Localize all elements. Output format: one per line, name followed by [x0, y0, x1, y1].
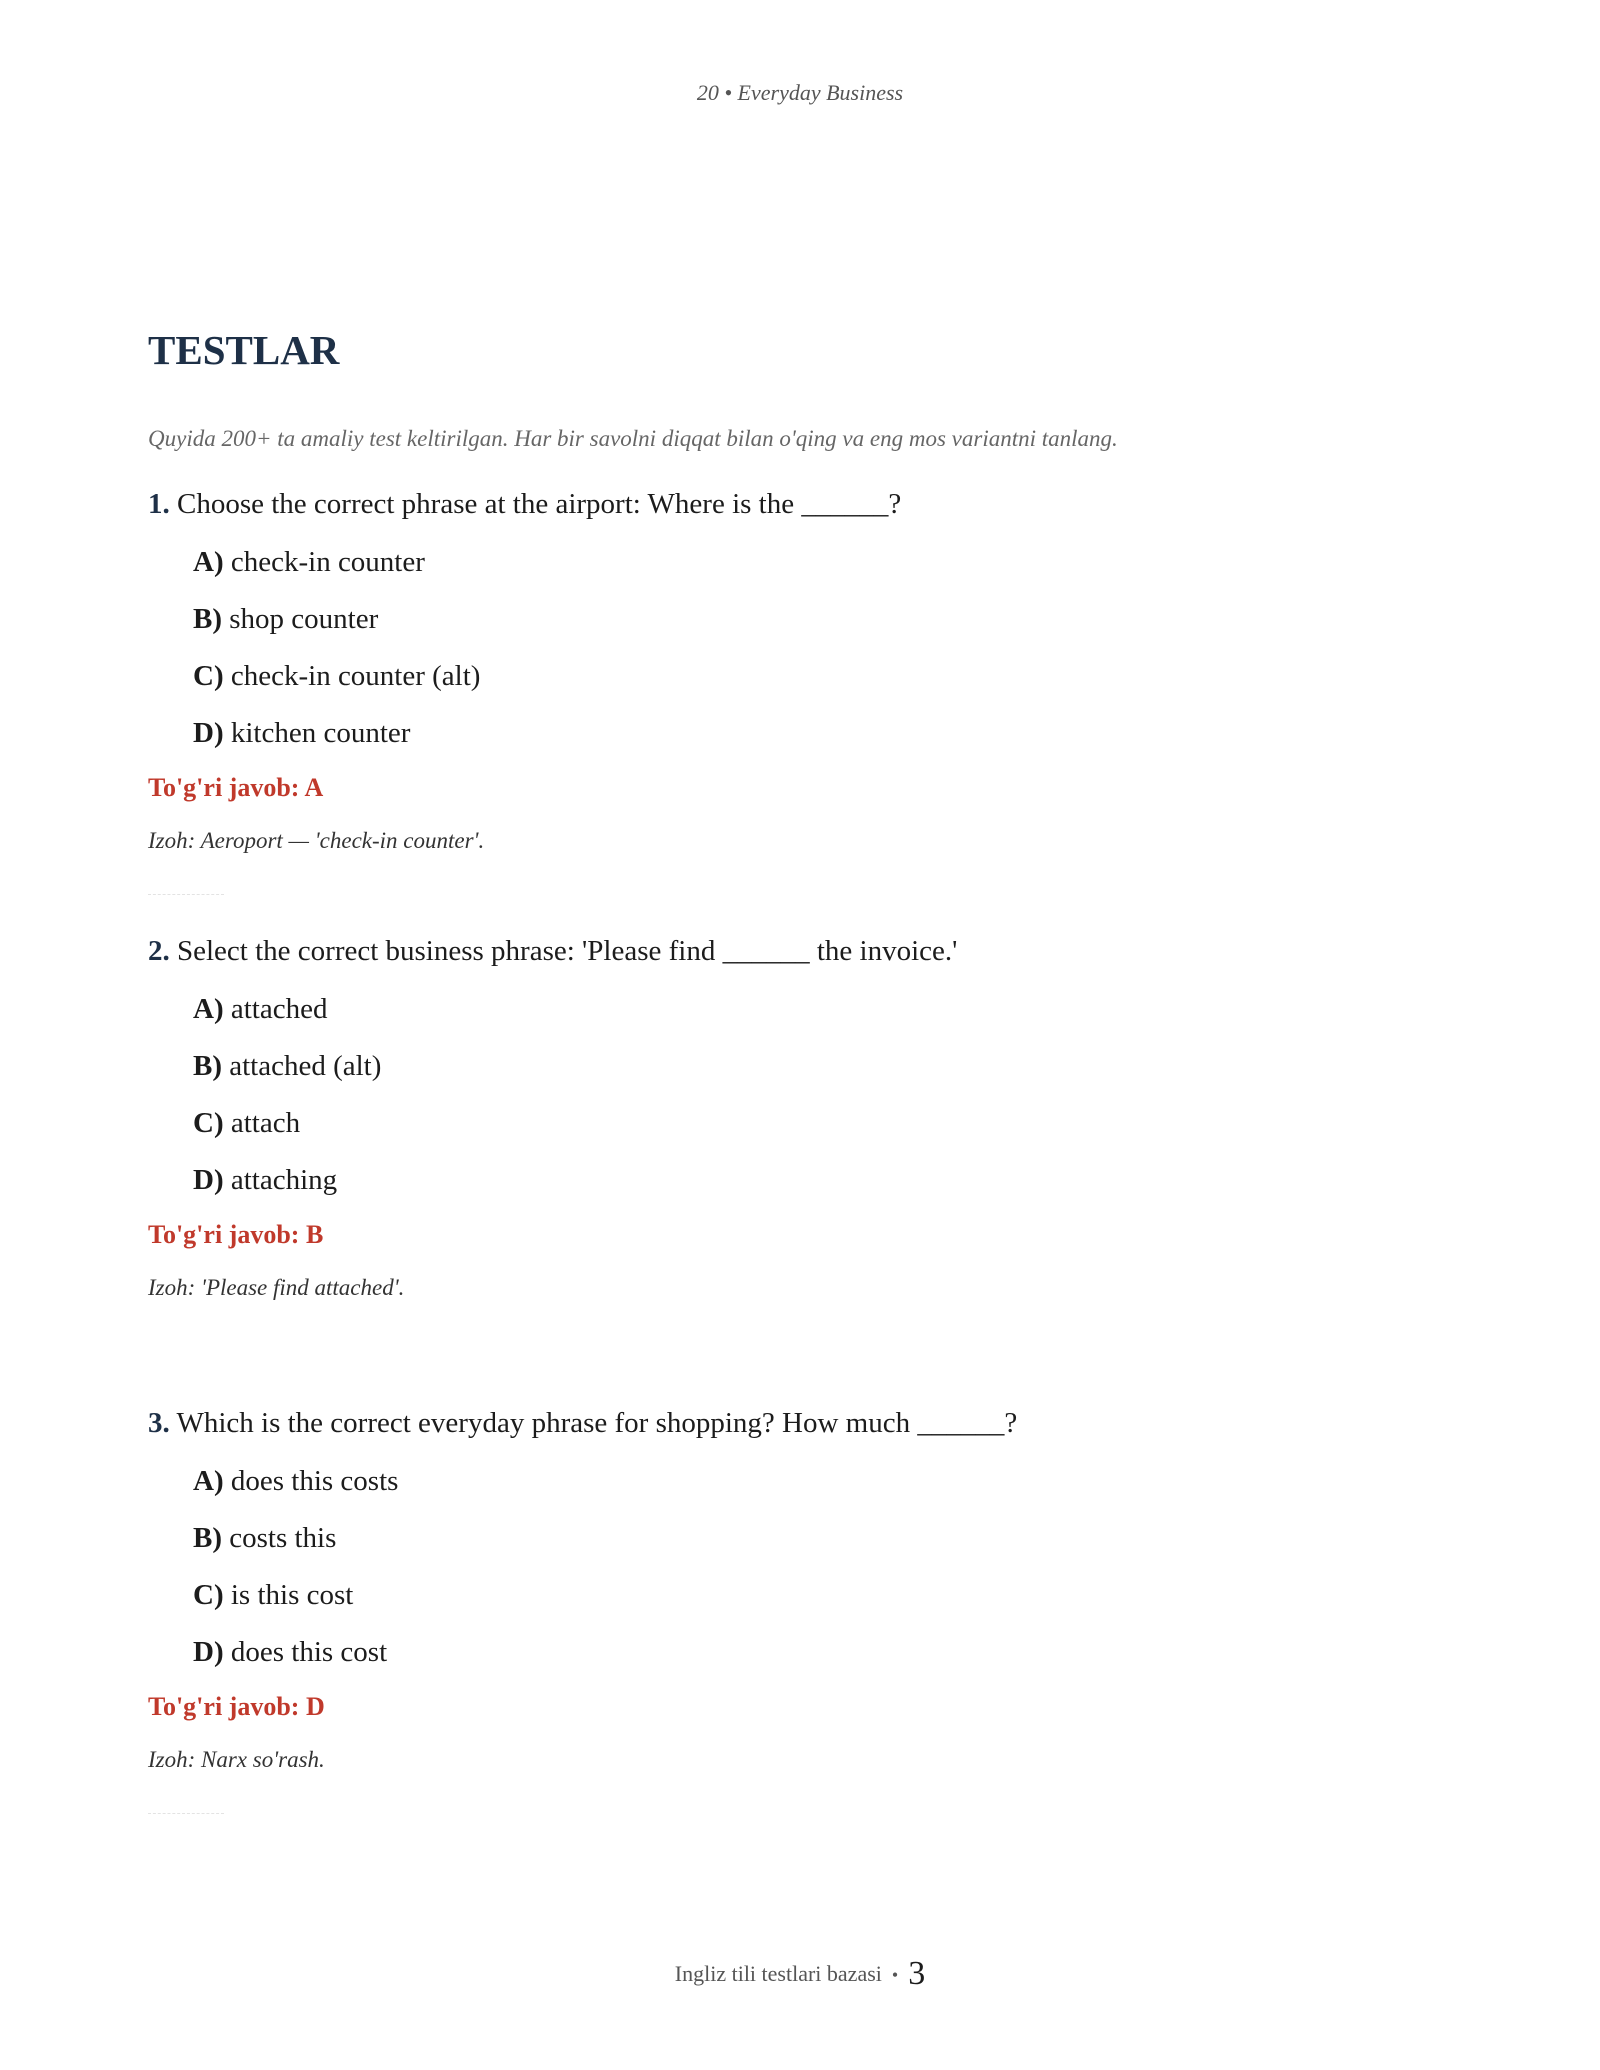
option-d [193, 1632, 1448, 1672]
option-a [193, 1461, 1448, 1501]
question-number: 3. [148, 1407, 170, 1439]
option-text: attaching [230, 1164, 338, 1196]
section-title: TESTLAR [148, 327, 340, 373]
option-b [193, 1518, 1448, 1558]
option-b [193, 599, 1448, 639]
option-text: attach [230, 1107, 301, 1139]
question-number: 1. [148, 488, 170, 520]
options-list [148, 989, 1448, 1200]
option-d [193, 1160, 1448, 1200]
option-letter: D) [193, 1636, 224, 1668]
question-block-3 [148, 1403, 1448, 1777]
option-letter: A) [193, 1465, 224, 1497]
option-letter: A) [193, 546, 224, 578]
question-prompt: Select the correct business phrase: 'Please find ______ the invoice.' [177, 935, 958, 967]
options-list [148, 542, 1448, 753]
option-letter: B) [193, 603, 222, 635]
question-text [148, 484, 1448, 524]
option-text: is this cost [230, 1579, 354, 1611]
options-list [148, 1461, 1448, 1672]
section-intro: Quyida 200+ ta amaliy test keltirilgan. Har bir savolni diqqat bilan o'qing va eng mos variantni tanlang. [148, 426, 1118, 451]
option-text: does this costs [230, 1465, 399, 1497]
option-c [193, 656, 1448, 696]
question-divider [148, 894, 224, 895]
answer-explanation: Izoh: 'Please find attached'. [148, 1275, 405, 1300]
option-text: kitchen counter [230, 717, 411, 749]
question-number: 2. [148, 935, 170, 967]
question-spacer [148, 1305, 1448, 1403]
option-a [193, 542, 1448, 582]
option-b [193, 1046, 1448, 1086]
option-a [193, 989, 1448, 1029]
answer-explanation: Izoh: Narx so'rash. [148, 1747, 325, 1772]
correct-answer: To'g'ri javob: B [148, 1220, 324, 1249]
option-text: attached [230, 993, 328, 1025]
question-prompt: Choose the correct phrase at the airport: Where is the ______? [177, 488, 902, 520]
running-header: 20 • Everyday Business [696, 80, 904, 105]
correct-answer: To'g'ri javob: D [148, 1692, 325, 1721]
running-footer [0, 1955, 1600, 1993]
question-divider [148, 1813, 224, 1814]
option-text: does this cost [230, 1636, 388, 1668]
page-number: 3 [908, 1955, 926, 1992]
option-text: attached (alt) [229, 1050, 382, 1082]
option-letter: C) [193, 1579, 224, 1611]
option-letter: D) [193, 717, 224, 749]
option-d [193, 713, 1448, 753]
footer-book-title: Ingliz tili testlari bazasi [674, 1961, 882, 1986]
question-prompt: Which is the correct everyday phrase for shopping? How much ______? [176, 1407, 1018, 1439]
option-text: check-in counter [230, 546, 425, 578]
option-letter: C) [193, 1107, 224, 1139]
option-c [193, 1575, 1448, 1615]
option-letter: B) [193, 1050, 222, 1082]
option-letter: C) [193, 660, 224, 692]
question-text [148, 1403, 1448, 1443]
question-text [148, 931, 1448, 971]
option-text: shop counter [229, 603, 379, 635]
correct-answer: To'g'ri javob: A [148, 773, 324, 802]
page-content [148, 322, 1448, 1850]
option-letter: D) [193, 1164, 224, 1196]
option-text: costs this [229, 1522, 337, 1554]
option-c [193, 1103, 1448, 1143]
question-block-1 [148, 484, 1448, 858]
option-letter: B) [193, 1522, 222, 1554]
footer-separator: • [891, 1965, 899, 1985]
question-block-2 [148, 931, 1448, 1305]
option-letter: A) [193, 993, 224, 1025]
answer-explanation: Izoh: Aeroport — 'check-in counter'. [148, 828, 485, 853]
option-text: check-in counter (alt) [230, 660, 481, 692]
